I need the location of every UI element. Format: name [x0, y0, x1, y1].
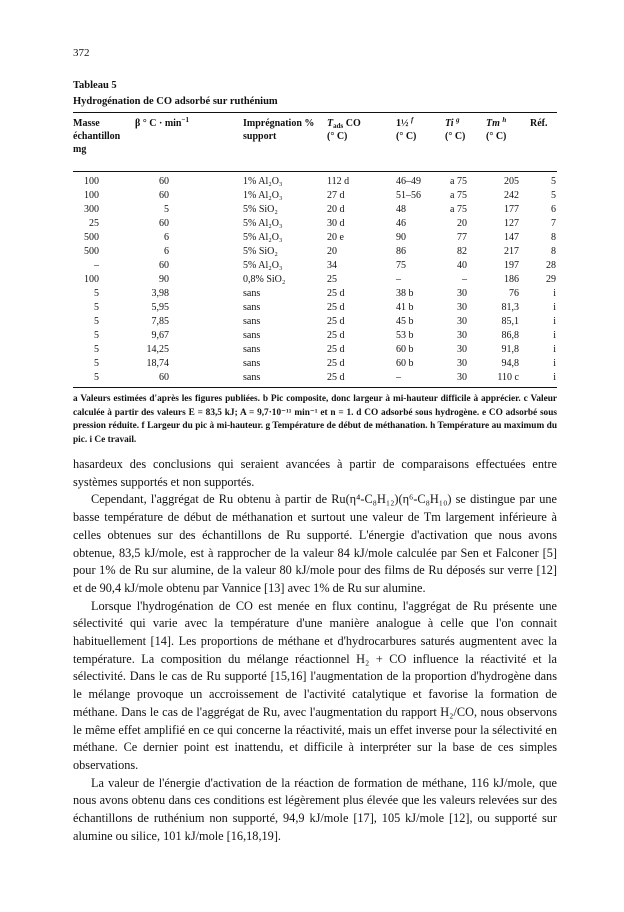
cell-rate: 9,67: [151, 330, 169, 341]
cell-tm: 85,1: [501, 316, 519, 327]
cell-ti: 30: [457, 372, 467, 383]
header-tads-co: $T_{ads}$ CO (° C): [327, 118, 361, 142]
cell-width: 53 b: [396, 330, 414, 341]
paragraph: hasardeux des conclusions qui seraient avancées à partir de comparaisons effectuées entre systèmes supportés et non supportés.: [73, 457, 557, 489]
cell-tads: 25: [327, 274, 337, 285]
cell-ref: 8: [551, 246, 556, 257]
cell-rate: 60: [159, 372, 169, 383]
cell-tads: 25 d: [327, 358, 345, 369]
cell-width: 45 b: [396, 316, 414, 327]
cell-tads: 27 d: [327, 190, 345, 201]
cell-ref: 28: [546, 260, 556, 271]
cell-ref: 6: [551, 204, 556, 215]
cell-tads: 25 d: [327, 372, 345, 383]
cell-ti: 20: [457, 218, 467, 229]
cell-ref: i: [553, 316, 556, 327]
cell-support: 1% Al₂O₃: [243, 190, 283, 201]
cell-rate: 5,95: [151, 302, 169, 313]
cell-mass: 500: [84, 246, 99, 257]
cell-width: 90: [396, 232, 406, 243]
cell-width: 60 b: [396, 358, 414, 369]
cell-width: 46–49: [396, 176, 421, 187]
cell-ti: 30: [457, 288, 467, 299]
cell-rate: 60: [159, 218, 169, 229]
cell-tads: 25 d: [327, 316, 345, 327]
cell-width: 41 b: [396, 302, 414, 313]
cell-ref: i: [553, 372, 556, 383]
cell-ti: 30: [457, 316, 467, 327]
cell-ti: 30: [457, 344, 467, 355]
cell-ref: i: [553, 358, 556, 369]
cell-rate: 60: [159, 176, 169, 187]
cell-mass: 5: [94, 344, 99, 355]
cell-support: 1% Al₂O₃: [243, 176, 283, 187]
cell-ref: 5: [551, 176, 556, 187]
paragraph: Cependant, l'aggrégat de Ru obtenu à partir de Ru(η⁴-C₈H₁₂)(η⁶-C₈H₁₀) se distingue par une basse température de début de méthanation et surtout une valeur de Tm largement inférieure à celles obtenues sur des échantillons de Ru supporté. L'énergie d'activation que nous avons obtenue, 83,5 kJ/mole, est à rapprocher de la valeur 84 kJ/mole calculée par Sen et Falconer [5] pour 1% de Ru sur alumine, de la valeur 80 kJ/mole pour des films de Ru déposés sur verre [12] et de 90,4 kJ/mole obtenu par Vannice [13] avec 1% de Ru sur alumine.: [73, 492, 557, 595]
cell-tm: 217: [504, 246, 519, 257]
cell-ref: i: [553, 344, 556, 355]
cell-mass: 5: [94, 316, 99, 327]
cell-width: 51–56: [396, 190, 421, 201]
cell-tm: 147: [504, 232, 519, 243]
cell-tads: 20: [327, 246, 337, 257]
cell-mass: 500: [84, 232, 99, 243]
cell-rate: 7,85: [151, 316, 169, 327]
cell-ti: –: [462, 274, 467, 285]
cell-rate: 18,74: [146, 358, 169, 369]
cell-ti: 30: [457, 302, 467, 313]
cell-support: sans: [243, 330, 261, 341]
cell-mass: 100: [84, 274, 99, 285]
cell-rate: 60: [159, 190, 169, 201]
cell-ti: a 75: [450, 190, 467, 201]
cell-mass: –: [94, 260, 99, 271]
table-bottom-rule: [73, 387, 557, 388]
cell-mass: 5: [94, 372, 99, 383]
cell-rate: 14,25: [146, 344, 169, 355]
cell-support: sans: [243, 372, 261, 383]
cell-mass: 25: [89, 218, 99, 229]
cell-tm: 76: [509, 288, 519, 299]
cell-ti: 30: [457, 358, 467, 369]
cell-width: –: [396, 274, 401, 285]
cell-ref: i: [553, 302, 556, 313]
cell-rate: 6: [164, 232, 169, 243]
cell-ti: 30: [457, 330, 467, 341]
cell-ti: 77: [457, 232, 467, 243]
cell-width: 75: [396, 260, 406, 271]
header-ref: Réf.: [530, 118, 548, 129]
table-title: Hydrogénation de CO adsorbé sur ruthénium: [73, 96, 278, 107]
cell-ti: a 75: [450, 176, 467, 187]
header-heating-rate: β ° $C \cdot \min^{-1}$: [135, 116, 189, 129]
header-tm: Tm $^h$ (° C): [486, 116, 507, 142]
cell-tm: 110 c: [497, 372, 519, 383]
cell-width: 48: [396, 204, 406, 215]
cell-mass: 5: [94, 330, 99, 341]
cell-rate: 6: [164, 246, 169, 257]
cell-mass: 100: [84, 190, 99, 201]
cell-mass: 5: [94, 302, 99, 313]
table-label: Tableau 5: [73, 80, 117, 91]
cell-rate: 5: [164, 204, 169, 215]
cell-support: 5% SiO₂: [243, 246, 278, 257]
cell-support: 5% Al₂O₃: [243, 218, 283, 229]
cell-tads: 112 d: [327, 176, 350, 187]
cell-tm: 81,3: [501, 302, 519, 313]
header-ti: Ti $^g$ (° C): [445, 116, 466, 142]
cell-ref: 7: [551, 218, 556, 229]
cell-width: 60 b: [396, 344, 414, 355]
cell-support: 0,8% SiO₂: [243, 274, 286, 285]
cell-rate: 3,98: [151, 288, 169, 299]
cell-mass: 5: [94, 288, 99, 299]
paragraph: Lorsque l'hydrogénation de CO est menée en flux continu, l'aggrégat de Ru présente une sélectivité qui varie avec la température d'une manière analogue à celle que l'on connait habituellement [14]. Les proportions de méthane et d'hydrocarbures saturés augmentent avec la température. La composition du mélange réactionnel H₂ + CO influence la réactivité et la sélectivité. Dans le cas de Ru supporté [15,16] l'augmentation de la proportion d'hydrogène dans le mélange provoque un accroissement de l'activité catalytique et favorise la formation de méthane. Dans le cas de l'aggrégat de Ru, avec l'augmentation du rapport H₂/CO, nous observons le même effet amplifié en ce qui concerne la réactivité, mais un effet inverse pour la sélectivité en méthane. Ce dernier point est inattendu, et difficile à interpréter sur la base de ces simples observations.: [73, 598, 557, 772]
cell-ref: 5: [551, 190, 556, 201]
cell-tm: 94,8: [501, 358, 519, 369]
cell-tm: 177: [504, 204, 519, 215]
cell-ti: 40: [457, 260, 467, 271]
cell-mass: 300: [84, 204, 99, 215]
cell-ref: 8: [551, 232, 556, 243]
cell-support: 5% SiO₂: [243, 204, 278, 215]
cell-support: sans: [243, 302, 261, 313]
cell-ref: i: [553, 288, 556, 299]
cell-tm: 127: [504, 218, 519, 229]
cell-ref: 29: [546, 274, 556, 285]
cell-tads: 25 d: [327, 344, 345, 355]
cell-tads: 25 d: [327, 302, 345, 313]
cell-tm: 186: [504, 274, 519, 285]
cell-rate: 60: [159, 260, 169, 271]
cell-tads: 25 d: [327, 288, 345, 299]
table-top-rule: [73, 112, 557, 113]
page-number: 372: [73, 47, 90, 59]
cell-tads: 34: [327, 260, 337, 271]
cell-mass: 5: [94, 358, 99, 369]
cell-ti: 82: [457, 246, 467, 257]
body-text: [73, 456, 557, 845]
cell-tm: 205: [504, 176, 519, 187]
table-header-rule: [73, 171, 557, 172]
cell-ti: a 75: [450, 204, 467, 215]
cell-support: 5% Al₂O₃: [243, 260, 283, 271]
cell-tads: 20 e: [327, 232, 344, 243]
header-width-half-height: 1½ $^f$ (° C): [396, 116, 417, 142]
cell-tm: 91,8: [501, 344, 519, 355]
cell-width: 86: [396, 246, 406, 257]
cell-rate: 90: [159, 274, 169, 285]
cell-tm: 197: [504, 260, 519, 271]
cell-support: sans: [243, 344, 261, 355]
cell-support: sans: [243, 316, 261, 327]
cell-support: 5% Al₂O₃: [243, 232, 283, 243]
cell-width: 38 b: [396, 288, 414, 299]
cell-tm: 242: [504, 190, 519, 201]
cell-tads: 20 d: [327, 204, 345, 215]
header-impregnation: Imprégnation % support: [243, 118, 315, 142]
paragraph: La valeur de l'énergie d'activation de la réaction de formation de méthane, 116 kJ/mole, que nous avons obtenu dans ces conditions est légèrement plus élevée que les valeurs relevées sur des échantillons de ruthénium non supporté, 94,9 kJ/mole [17], 105 kJ/mole [12], ou supporté sur alumine ou silice, 101 kJ/mole [16,18,19].: [73, 775, 557, 843]
table-footnotes: a Valeurs estimées d'après les figures publiées. b Pic composite, donc largeur à mi-hauteur difficile à apprécier. c Valeur calculée à partir des valeurs E = 83,5 kJ; A = 9,7·10⁻¹¹ min⁻¹ et n = 1. d CO adsorbé sous hydrogène. e CO adsorbé sous pression réduite. f Largeur du pic à mi-hauteur. g Température de début de méthanation. h Température au maximum du pic. i Ce travail.: [73, 394, 557, 445]
cell-ref: i: [553, 330, 556, 341]
cell-tads: 25 d: [327, 330, 345, 341]
cell-support: sans: [243, 288, 261, 299]
cell-width: –: [396, 372, 401, 383]
header-mass: Masse échantillon mg: [73, 118, 121, 155]
cell-tm: 86,8: [501, 330, 519, 341]
cell-support: sans: [243, 358, 261, 369]
cell-width: 46: [396, 218, 406, 229]
cell-mass: 100: [84, 176, 99, 187]
cell-tads: 30 d: [327, 218, 345, 229]
